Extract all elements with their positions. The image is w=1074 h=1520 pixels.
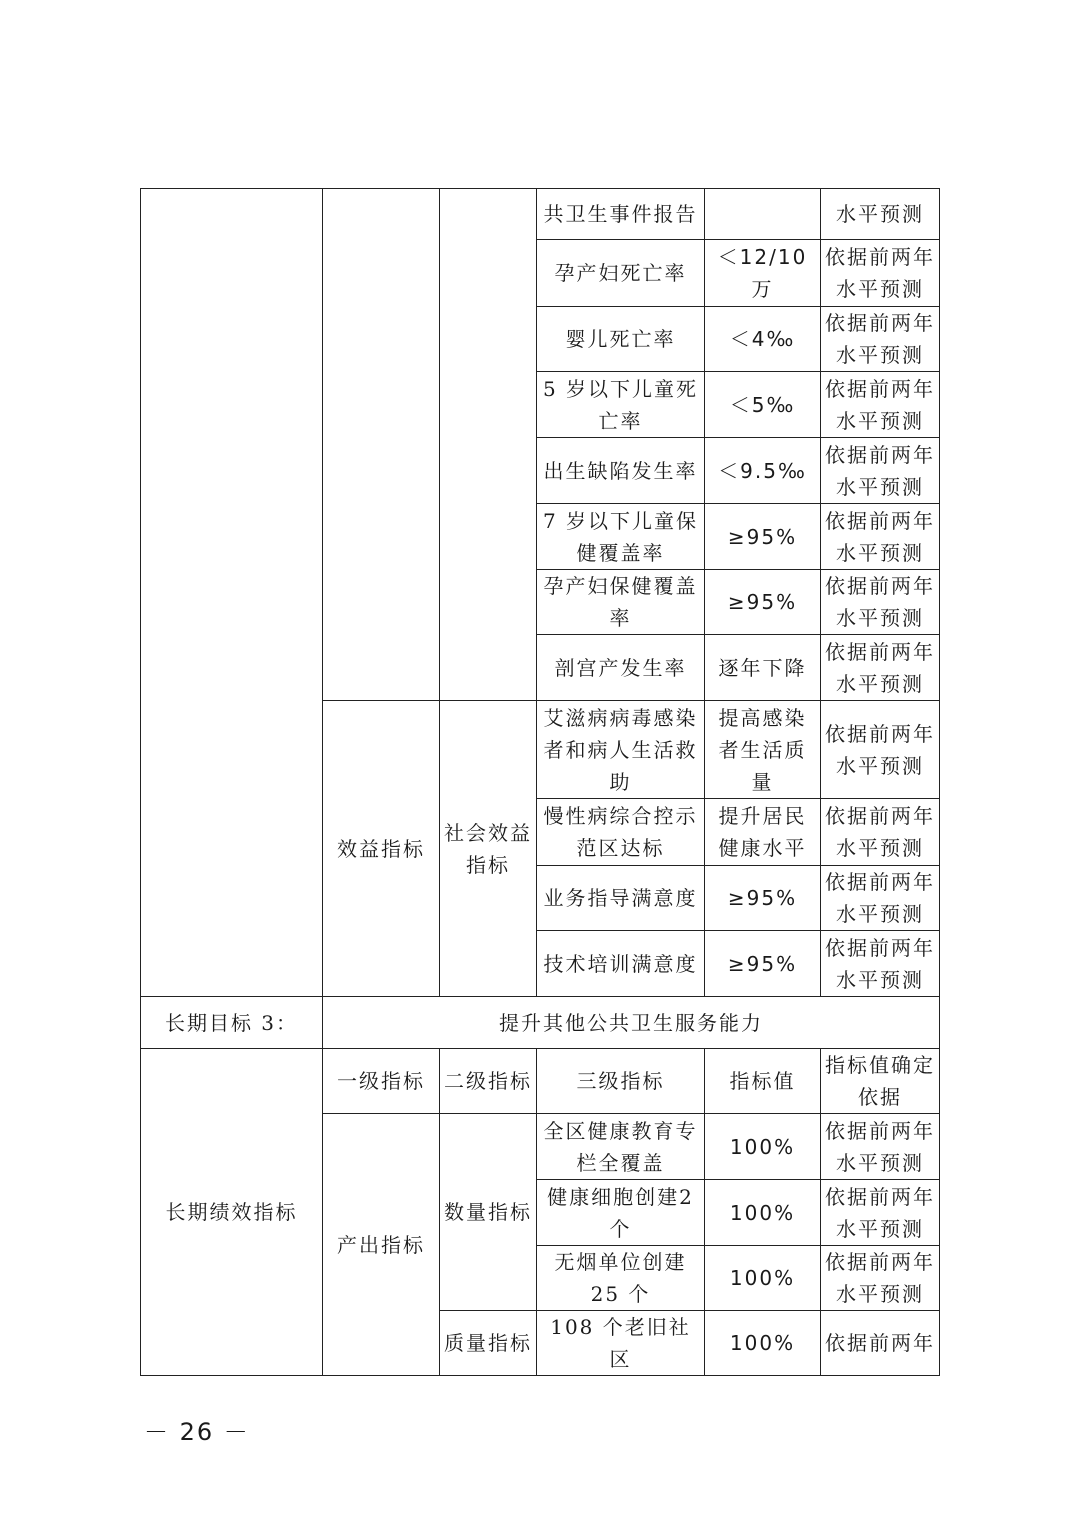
header-basis: 指标值确定依据: [821, 1049, 940, 1114]
table-row: [141, 997, 940, 1049]
empty-level2-cell: [440, 189, 537, 701]
basis-cell: 依据前两年水平预测: [821, 240, 940, 307]
basis-cell: 依据前两年水平预测: [821, 799, 940, 866]
header-level1: 一级指标: [323, 1049, 440, 1114]
value-cell: 逐年下降: [705, 635, 821, 701]
empty-goal-cell: [141, 189, 323, 997]
level3-cell: 健康细胞创建2 个: [537, 1180, 705, 1246]
table-row: [141, 189, 940, 240]
goal-text-cell: 提升其他公共卫生服务能力: [323, 997, 940, 1049]
basis-cell: 依据前两年水平预测: [821, 701, 940, 799]
value-cell: 100%: [705, 1114, 821, 1180]
header-level3: 三级指标: [537, 1049, 705, 1114]
level3-cell: 全区健康教育专栏全覆盖: [537, 1114, 705, 1180]
basis-cell: 依据前两年水平预测: [821, 1180, 940, 1246]
level3-cell: 出生缺陷发生率: [537, 438, 705, 504]
level3-cell: 无烟单位创建25 个: [537, 1246, 705, 1311]
level3-cell: 孕产妇死亡率: [537, 240, 705, 307]
level3-cell: 5 岁以下儿童死亡率: [537, 372, 705, 438]
basis-cell: 依据前两年水平预测: [821, 635, 940, 701]
basis-cell: 依据前两年水平预测: [821, 1114, 940, 1180]
table-row: [141, 1049, 940, 1114]
basis-cell: 依据前两年水平预测: [821, 931, 940, 997]
basis-cell: 水平预测: [821, 189, 940, 240]
basis-cell: 依据前两年水平预测: [821, 504, 940, 570]
value-cell: 提升居民健康水平: [705, 799, 821, 866]
long-term-indicator-label: 长期绩效指标: [141, 1049, 323, 1376]
level2-cell: 数量指标: [440, 1114, 537, 1311]
level1-cell: 效益指标: [323, 701, 440, 997]
level3-cell: 艾滋病病毒感染者和病人生活救助: [537, 701, 705, 799]
level3-cell: 慢性病综合控示范区达标: [537, 799, 705, 866]
level3-cell: 婴儿死亡率: [537, 307, 705, 372]
value-cell: ≥95%: [705, 570, 821, 635]
performance-indicator-table: [140, 188, 940, 1376]
value-cell: ＜12/10 万: [705, 240, 821, 307]
value-cell: 提高感染者生活质量: [705, 701, 821, 799]
value-cell: ≥95%: [705, 504, 821, 570]
value-cell: ≥95%: [705, 931, 821, 997]
basis-cell: 依据前两年水平预测: [821, 570, 940, 635]
value-cell: ≥95%: [705, 866, 821, 931]
value-cell: 100%: [705, 1246, 821, 1311]
value-cell: 100%: [705, 1180, 821, 1246]
value-cell: 100%: [705, 1311, 821, 1376]
basis-cell: 依据前两年水平预测: [821, 372, 940, 438]
value-cell: ＜9.5‰: [705, 438, 821, 504]
level3-cell: 业务指导满意度: [537, 866, 705, 931]
header-level2: 二级指标: [440, 1049, 537, 1114]
goal-label-cell: 长期目标 3：: [141, 997, 323, 1049]
value-cell: [705, 189, 821, 240]
basis-cell: 依据前两年: [821, 1311, 940, 1376]
level3-cell: 108 个老旧社区: [537, 1311, 705, 1376]
level3-cell: 剖宫产发生率: [537, 635, 705, 701]
level3-cell: 技术培训满意度: [537, 931, 705, 997]
basis-cell: 依据前两年水平预测: [821, 438, 940, 504]
basis-cell: 依据前两年水平预测: [821, 307, 940, 372]
empty-level1-cell: [323, 189, 440, 701]
level3-cell: 7 岁以下儿童保健覆盖率: [537, 504, 705, 570]
header-value: 指标值: [705, 1049, 821, 1114]
page-number: － 26 －: [144, 1418, 250, 1446]
level3-cell: 共卫生事件报告: [537, 189, 705, 240]
level2-cell: 社会效益指标: [440, 701, 537, 997]
basis-cell: 依据前两年水平预测: [821, 866, 940, 931]
value-cell: ＜5‰: [705, 372, 821, 438]
level3-cell: 孕产妇保健覆盖率: [537, 570, 705, 635]
basis-cell: 依据前两年水平预测: [821, 1246, 940, 1311]
value-cell: ＜4‰: [705, 307, 821, 372]
level2-cell: 质量指标: [440, 1311, 537, 1376]
level1-cell: 产出指标: [323, 1114, 440, 1376]
